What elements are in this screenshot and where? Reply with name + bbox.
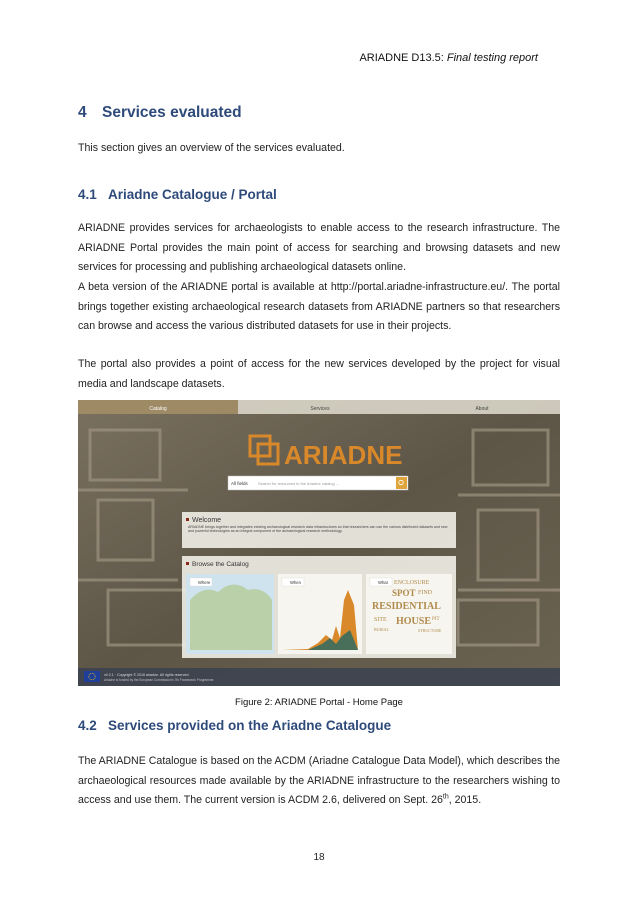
section-number: 4.1: [78, 187, 97, 202]
tab-about[interactable]: About: [475, 406, 489, 412]
map-land: [190, 584, 272, 650]
section-number: 4.2: [78, 718, 97, 733]
welcome-text: ARIADNE brings together and integrates existing archaeological research data infrastructures so that researchers can use the various distributed datasets and new and powerful technologies as an integral component of the archaeological research methodology.: [188, 525, 448, 534]
search-placeholder: Search for resources in the Ariadne catalog ...: [258, 481, 340, 486]
paragraph: ARIADNE provides services for archaeologists to enable access to the research infrastructure. The ARIADNE Portal provides the main point of access for searching and browsing datasets and new services for processing and publishing archaeological datasets online.: [78, 222, 560, 273]
section-title: Services evaluated: [102, 104, 242, 121]
word: SITE: [374, 617, 387, 623]
word: BURIAL: [374, 627, 389, 632]
section-title: Ariadne Catalogue / Portal: [108, 187, 277, 202]
browse-title: Browse the Catalog: [192, 561, 249, 568]
word: FIND: [418, 590, 433, 596]
section-4-heading: [78, 104, 242, 122]
ordinal-suffix: th: [442, 793, 449, 801]
search-button[interactable]: [396, 477, 407, 489]
word: ENCLOSURE: [394, 580, 430, 586]
word: STRUCTURE: [418, 628, 442, 633]
bullet-icon: [186, 518, 189, 521]
what-label: What: [378, 580, 388, 585]
word: RESIDENTIAL: [372, 601, 441, 612]
figure-caption: Figure 2: ARIADNE Portal - Home Page: [235, 697, 403, 708]
eu-flag-icon: [84, 671, 100, 682]
when-label: When: [290, 580, 301, 585]
doc-id: ARIADNE D13.5:: [359, 52, 447, 64]
welcome-title: Welcome: [192, 517, 222, 524]
tab-catalog[interactable]: Catalog: [149, 406, 167, 412]
paragraph: A beta version of the ARIADNE portal is available at http://portal.ariadne-infrastructure.eu/. The portal brings together existing archaeological research datasets from ARIADNE partners so that researchers can browse and access the various distributed datasets for use in their projects.: [78, 281, 560, 332]
bullet-icon: [186, 562, 189, 565]
portal-footer: [78, 668, 560, 686]
paragraph-text: The ARIADNE Catalogue is based on the ACDM (Ariadne Catalogue Data Model), which describes the archaeological resources made available by the ARIADNE infrastructure to the researchers wishing to access and use them. The current version is ACDM 2.6, delivered on Sept. 26: [78, 755, 560, 806]
running-header: [359, 52, 538, 64]
section-4-intro: This section gives an overview of the services evaluated.: [78, 142, 345, 154]
search-scope[interactable]: All fields: [231, 481, 248, 486]
section-number: 4: [78, 104, 87, 121]
paragraph: [78, 752, 560, 811]
word: SPOT: [392, 588, 416, 598]
doc-title: Final testing report: [446, 52, 538, 64]
logo-text: ARIADNE: [284, 440, 403, 470]
tab-services[interactable]: Services: [310, 406, 330, 412]
footer-funding: Ariadne is funded by the European Commission's 7th Framework Programme.: [104, 678, 215, 682]
welcome-text-box: [188, 525, 452, 547]
paragraph-text-end: , 2015.: [448, 794, 482, 806]
paragraph: The portal also provides a point of access for the new services developed by the project for visual media and landscape datasets.: [78, 358, 560, 390]
footer-copyright: v0.2.1 · Copyright © 2016 ariadne. All rights reserved.: [104, 673, 190, 677]
word: HOUSE: [396, 616, 432, 627]
section-41-heading: [78, 187, 277, 202]
section-title: Services provided on the Ariadne Catalogue: [108, 718, 392, 733]
word: PIT: [432, 617, 440, 622]
page-number: 18: [313, 852, 325, 863]
portal-screenshot: [78, 400, 560, 686]
where-label: Where: [198, 580, 211, 585]
section-42-heading: [78, 718, 391, 733]
